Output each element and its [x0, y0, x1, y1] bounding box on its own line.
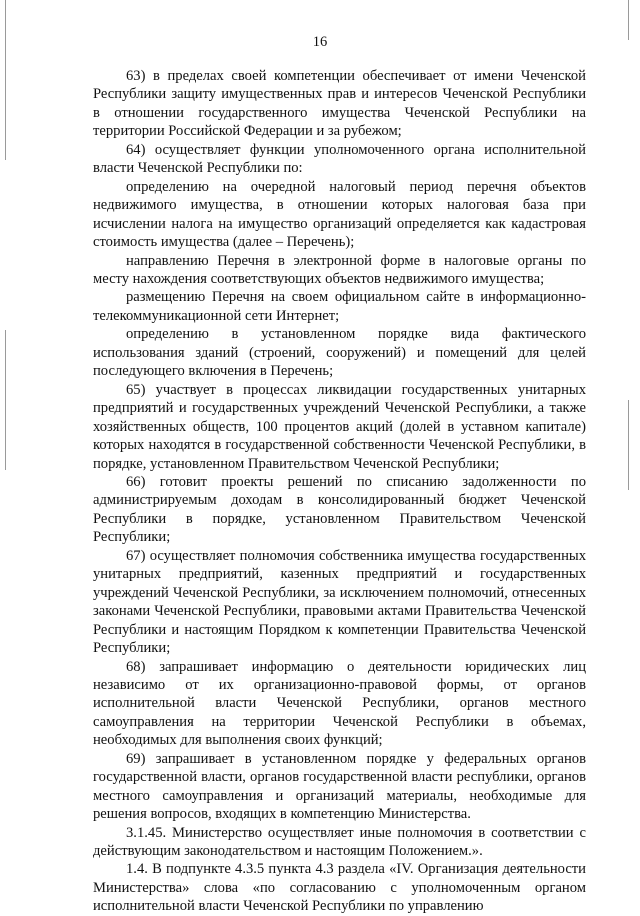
paragraph-item-69: 69) запрашивает в установленном порядке у федеральных органов государственной власти, органов государственной власти республики, органов местного самоуправления и организаций материалы, необходимые для решения вопросов, входящих в компетенцию Министерства. [93, 750, 586, 823]
paragraph-item-66: 66) готовит проекты решений по списанию задолженности по администрируемым доходам в консолидированный бюджет Чеченской Республики в порядке, установленном Правительством Чеченской Республики; [93, 473, 586, 546]
paragraph-item-65: 65) участвует в процессах ликвидации государственных унитарных предприятий и государственных учреждений Чеченской Республики, а также хозяйственных обществ, 100 процентов акций (долей в уставном капитале) которых находятся в государственной собственности Чеченской Республики, в порядке, установленном Правительством Чеченской Республики; [93, 381, 586, 472]
paragraph-item-64: 64) осуществляет функции уполномоченного органа исполнительной власти Чеченской Республики по: [93, 141, 586, 177]
paragraph-clause-1-4: 1.4. В подпункте 4.3.5 пункта 4.3 раздела «IV. Организация деятельности Министерства» слова «по согласованию с уполномоченным органом исполнительной власти Чеченской Республики по управлению [93, 861, 586, 915]
scan-edge-mark [5, 330, 6, 470]
paragraph-item-67: 67) осуществляет полномочия собственника имущества государственных унитарных предприятий, казенных предприятий и государственных учреждений Чеченской Республики, за исключением полномочий, отнесенных законами Чеченской Республики, правовыми актами Правительства Чеченской Республики и настоящим Порядком к компетенции Правительства Чеченской Республики; [93, 547, 586, 657]
paragraph-subitem-list-publishing: размещению Перечня на своем официальном сайте в информационно-телекоммуникационной сети Интернет; [93, 289, 586, 324]
paragraph-subitem-list-definition: определению на очередной налоговый период перечня объектов недвижимого имущества, в отношении которых налоговая база при исчислении налога на имущество организаций определяется как кадастровая стоимость имущества (далее – Перечень); [93, 178, 586, 251]
paragraph-clause-3-1-45: 3.1.45. Министерство осуществляет иные полномочия в соответствии с действующим законодательством и настоящим Положением.». [93, 824, 586, 860]
paragraph-item-63: 63) в пределах своей компетенции обеспечивает от имени Чеченской Республики защиту имущественных прав и интересов Чеченской Республики в отношении государственного имущества Чеченской Республики на территории Российской Федерации и за рубежом; [93, 68, 586, 140]
paragraph-subitem-list-sending: направлению Перечня в электронной форме в налоговые органы по месту нахождения соответствующих объектов недвижимого имущества; [93, 252, 586, 287]
document-body [93, 67, 586, 916]
paragraph-item-68: 68) запрашивает информацию о деятельности юридических лиц независимо от их организационно-правовой формы, от органов исполнительной власти Чеченской Республики, органов местного самоуправления на территории Чеченской Республики в объемах, необходимых для выполнения своих функций; [93, 658, 586, 749]
scan-edge-mark [628, 400, 629, 490]
page-number: 16 [312, 34, 328, 50]
paragraph-subitem-usage-definition: определению в установленном порядке вида фактического использования зданий (строений, сооружений) и помещений для целей последующего включения в Перечень; [93, 326, 586, 380]
scan-edge-mark [5, 0, 6, 160]
